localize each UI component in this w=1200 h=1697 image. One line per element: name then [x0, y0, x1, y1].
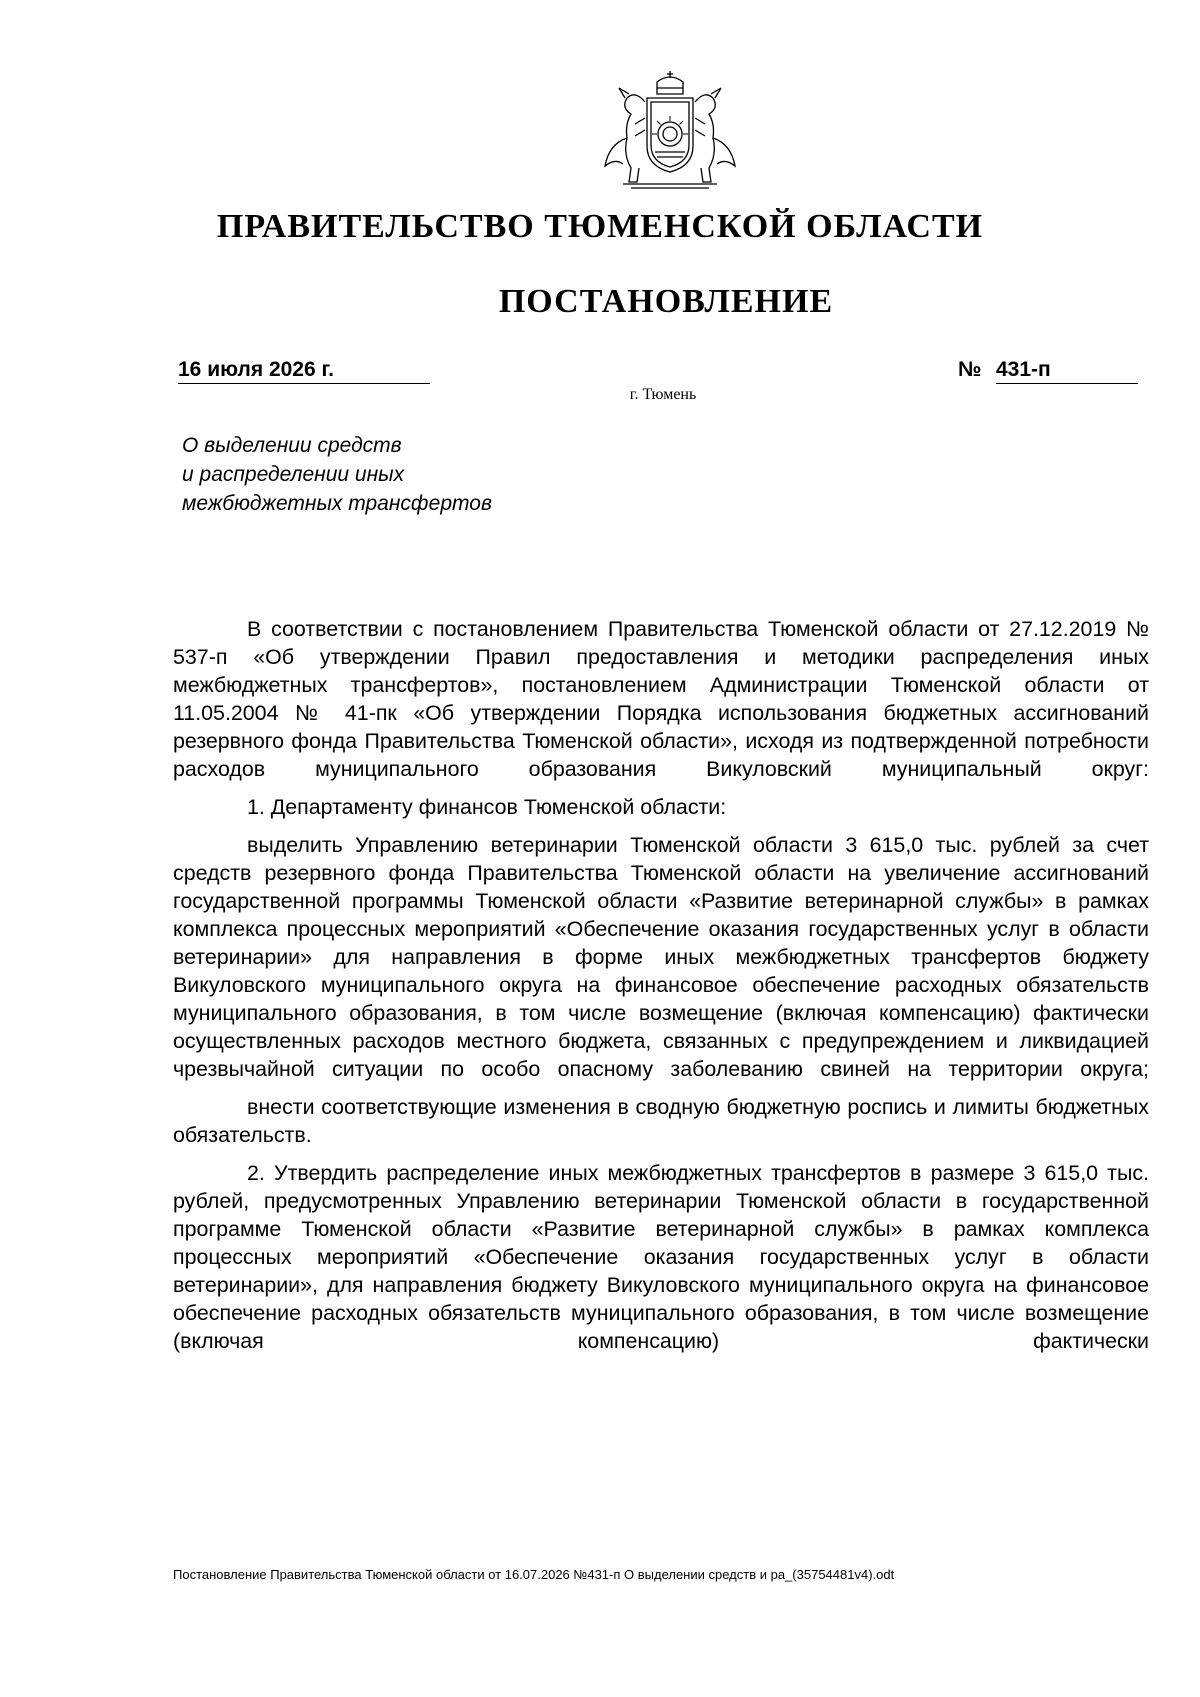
item-1-heading: 1. Департаменту финансов Тюменской области: [247, 795, 727, 819]
organization-title: ПРАВИТЕЛЬСТВО ТЮМЕНСКОЙ ОБЛАСТИ [216, 208, 984, 245]
subject-line: О выделении средств [182, 434, 402, 457]
document-date: 16 июля 2026 г. [178, 357, 430, 384]
document-body [173, 615, 1149, 1365]
document-subject [182, 431, 492, 518]
item-2-paragraph: 2. Утвердить распределение иных межбюджетных трансфертов в размере 3 615,0 тыс. рублей, предусмотренных Управлению ветеринарии Тюменской области в государственной программе Тюменской области «Развитие ветеринарной службы» в рамках комплекса процессных мероприятий «Обеспечение оказания государственных услуг в области ветеринарии», для направления бюджету Викуловского муниципального округа на финансовое обеспечение расходных обязательств муниципального образования, в том числе возмещение (включая компенсацию) фактически [173, 1161, 1149, 1353]
document-type-title: ПОСТАНОВЛЕНИЕ [498, 283, 834, 320]
preamble-paragraph: В соответствии с постановлением Правительства Тюменской области от 27.12.2019 № 537-п «Об утверждении Правил предоставления и методики распределения иных межбюджетных трансфертов», постановлением Администрации Тюменской области от 11.05.2004 № 41-пк «Об утверждении Порядка использования бюджетных ассигнований резервного фонда Правительства Тюменской области», исходя из подтвержденной потребности расходов муниципального образования Викуловский муниципальный округ: [173, 617, 1149, 781]
number-sign: № [958, 358, 982, 381]
subject-line: и распределении иных [182, 463, 405, 486]
document-number: 431-п [996, 357, 1138, 384]
item-1-allocation-paragraph: выделить Управлению ветеринарии Тюменской области 3 615,0 тыс. рублей за счет средств резервного фонда Правительства Тюменской области на увеличение ассигнований государственной программы Тюменской области «Развитие ветеринарной службы» в рамках комплекса процессных мероприятий «Обеспечение оказания государственных услуг в области ветеринарии» для направления в форме иных межбюджетных трансфертов бюджету Викуловского муниципального округа на финансовое обеспечение расходных обязательств муниципального образования, в том числе возмещение (включая компенсацию) фактически осуществленных расходов местного бюджета, связанных с предупреждением и ликвидацией чрезвычайной ситуации по особо опасному заболеванию свиней на территории округа; [173, 833, 1149, 1081]
city-label: г. Тюмень [629, 386, 697, 403]
subject-line: межбюджетных трансфертов [182, 492, 492, 515]
coat-of-arms-emblem [595, 68, 745, 198]
footer-filename: Постановление Правительства Тюменской области от 16.07.2026 №431-п О выделении средств и ра_(35754481v4).odt [173, 1567, 895, 1582]
document-number-field [958, 357, 1138, 384]
item-1-changes-paragraph: внести соответствующие изменения в сводную бюджетную роспись и лимиты бюджетных обязательств. [173, 1095, 1149, 1147]
